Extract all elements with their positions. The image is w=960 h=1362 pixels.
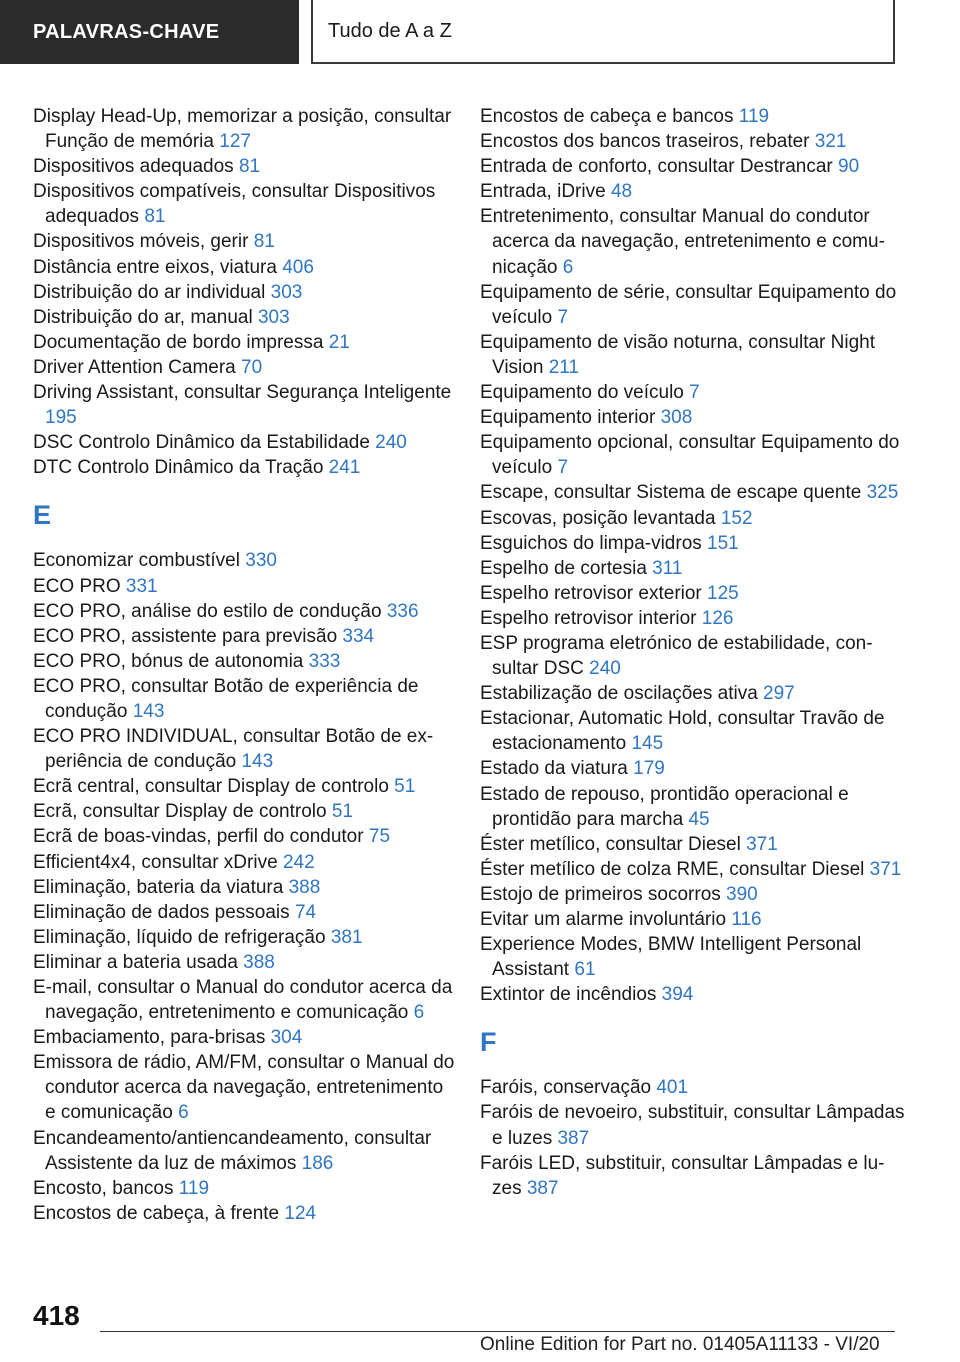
index-entry (33, 330, 458, 355)
index-entry-term: Eliminação de dados pessoais (33, 901, 290, 923)
index-entry-term: Entretenimento, consultar Manual do condutor acerca da navegação, entretenimento e comunicação (480, 206, 885, 278)
page-reference-link[interactable]: 126 (701, 607, 734, 629)
page-reference-link[interactable]: 179 (633, 758, 665, 780)
index-entry (480, 1100, 905, 1150)
index-entry-term: DSC Controlo Dinâmico da Estabilidade (33, 432, 370, 454)
page-reference-link[interactable]: 61 (574, 959, 596, 981)
page-reference-link[interactable]: 186 (301, 1152, 334, 1174)
index-entry-term: Documentação de bordo impressa (33, 331, 324, 353)
index-entry (33, 875, 458, 900)
index-entry (480, 556, 905, 581)
index-entry-term: Experience Modes, BMW Intelligent Personal Assistant (480, 934, 862, 981)
index-entry-term: Estacionar, Automatic Hold, consultar Travão de estacionamento (480, 708, 885, 755)
index-entry-term: Entrada, iDrive (480, 181, 606, 203)
index-entry (33, 824, 458, 849)
index-entry (33, 154, 458, 179)
page-reference-link[interactable]: 387 (526, 1177, 559, 1199)
footer-divider (100, 1331, 895, 1332)
index-entry-term: Equipamento interior (480, 407, 656, 429)
index-entry-term: ESP programa eletrónico de estabilidade, consultar DSC (480, 632, 873, 680)
index-entry (33, 574, 458, 599)
page-reference-link[interactable]: 81 (144, 206, 166, 228)
index-letter-heading: E (33, 500, 52, 531)
index-entry (480, 430, 905, 480)
index-entry (480, 932, 905, 982)
page-reference-link[interactable]: 48 (610, 181, 633, 203)
index-entry (480, 706, 905, 756)
index-entry-term: Faróis LED, substituir, consultar Lâmpadas e luzes (480, 1152, 885, 1199)
index-entry (480, 154, 905, 179)
page-reference-link[interactable]: 241 (328, 457, 361, 479)
page-reference-link[interactable]: 371 (869, 858, 902, 880)
index-column-right (480, 104, 905, 1201)
index-entry-term: Encostos de cabeça, à frente (33, 1202, 280, 1224)
index-entry-term: Ecrã, consultar Display de controlo (33, 801, 327, 823)
index-entry (480, 405, 905, 430)
index-entry (33, 975, 458, 1025)
page-reference-link[interactable]: 81 (253, 231, 275, 253)
index-entry-term: Equipamento de série, consultar Equipamento do veículo (480, 281, 897, 328)
page-reference-link[interactable]: 388 (243, 951, 275, 973)
index-entry-term: Embaciamento, para-brisas (33, 1027, 266, 1049)
page-reference-link[interactable]: 6 (413, 1002, 425, 1024)
index-entry (480, 631, 905, 681)
page-reference-link[interactable]: 7 (689, 382, 700, 404)
index-entry-term: Faróis, conservação (480, 1077, 652, 1099)
page-reference-link[interactable]: 240 (375, 432, 407, 454)
index-entry-term: ECO PRO (33, 575, 121, 597)
index-entry (480, 104, 905, 129)
page-reference-link[interactable]: 401 (656, 1077, 689, 1099)
index-entry-term: Economizar combustível (33, 550, 240, 572)
page-reference-link[interactable]: 371 (746, 833, 778, 855)
index-entry-term: ECO PRO, consultar Botão de experiência de condução (33, 675, 419, 722)
index-entry-term: Esguichos do limpa-vidros (480, 532, 702, 554)
page-reference-link[interactable]: 143 (132, 700, 165, 722)
index-entry (480, 982, 905, 1007)
index-entry-term: Espelho retrovisor exterior (480, 582, 702, 604)
index-entry-term: Escovas, posição levantada (480, 507, 716, 529)
index-entry (480, 832, 905, 857)
index-entry-term: Dispositivos compatíveis, consultar Dispositivos adequados (33, 181, 436, 228)
index-entry-term: Eliminação, bateria da viatura (33, 876, 284, 898)
index-entry (480, 756, 905, 781)
page-reference-link[interactable]: 388 (288, 876, 321, 898)
index-entry-term: Éster metílico, consultar Diesel (480, 833, 741, 855)
index-entry-term: Equipamento opcional, consultar Equipamento do veículo (480, 432, 900, 479)
index-entry-term: Estado da viatura (480, 758, 628, 780)
index-entry (33, 355, 458, 380)
page-reference-link[interactable]: 321 (814, 131, 847, 153)
index-entry-term: DTC Controlo Dinâmico da Tração (33, 457, 324, 479)
index-entry (33, 255, 458, 280)
index-entry-term: Evitar um alarme involuntário (480, 909, 727, 930)
page-reference-link[interactable]: 303 (257, 306, 290, 328)
page-reference-link[interactable]: 330 (245, 550, 277, 572)
index-entry-term: Espelho de cortesia (480, 557, 647, 579)
page-reference-link[interactable]: 90 (838, 156, 860, 178)
index-entry (33, 1201, 458, 1226)
index-entry (480, 882, 905, 907)
index-entry-term: Estado de repouso, prontidão operacional e prontidão para marcha (480, 783, 849, 830)
index-entry-term: ECO PRO INDIVIDUAL, consultar Botão de experiência de condução (33, 726, 434, 773)
index-entry (33, 724, 458, 774)
index-entry-term: Equipamento de visão noturna, consultar Night Vision (480, 331, 876, 378)
page-reference-link[interactable]: 119 (738, 106, 770, 127)
chapter-tab[interactable]: Tudo de A a Z (311, 0, 895, 64)
index-entry (33, 1176, 458, 1201)
page-reference-link[interactable]: 21 (328, 331, 350, 353)
page-reference-link[interactable]: 145 (631, 733, 664, 755)
page-reference-link[interactable]: 334 (342, 625, 375, 647)
index-entry (33, 774, 458, 799)
index-entry (33, 900, 458, 925)
index-entry-term: Ecrã de boas-vindas, perfil do condutor (33, 826, 364, 848)
index-entry-term: Eliminar a bateria usada (33, 951, 238, 973)
index-entry (33, 950, 458, 975)
page-number: 418 (33, 1300, 80, 1331)
page-reference-link[interactable]: 124 (284, 1202, 317, 1224)
page-reference-link[interactable]: 195 (45, 407, 77, 429)
index-entry-term: Encostos de cabeça e bancos (480, 106, 734, 127)
page-reference-link[interactable]: 151 (707, 532, 739, 554)
page-reference-link[interactable]: 242 (282, 851, 315, 873)
index-entry-term: Distância entre eixos, viatura (33, 256, 277, 278)
page-reference-link[interactable]: 211 (548, 356, 579, 378)
page-reference-link[interactable]: 325 (866, 482, 899, 504)
page-reference-link[interactable]: 74 (294, 901, 317, 923)
index-entry (480, 204, 905, 279)
page-reference-link[interactable]: 81 (238, 156, 261, 178)
page-reference-link[interactable]: 240 (589, 658, 621, 680)
page-reference-link[interactable]: 394 (661, 984, 694, 1006)
index-entry-term: Extintor de incêndios (480, 984, 657, 1006)
section-tab[interactable]: PALAVRAS-CHAVE (0, 0, 299, 64)
page-reference-link[interactable]: 6 (178, 1102, 189, 1124)
index-entry (480, 581, 905, 606)
page-reference-link[interactable]: 297 (763, 683, 795, 705)
index-entry (33, 104, 458, 154)
page-reference-link[interactable]: 303 (270, 281, 303, 303)
page-reference-link[interactable]: 406 (282, 256, 314, 278)
page-reference-link[interactable]: 70 (241, 356, 263, 378)
index-entry (33, 850, 458, 875)
page-reference-link[interactable]: 7 (557, 306, 569, 328)
index-entry-term: Encandeamento/antiencandeamento, consultar Assistente da luz de máximos (33, 1127, 432, 1174)
index-entry (480, 380, 905, 405)
index-entry (33, 674, 458, 724)
index-entry (480, 179, 905, 204)
index-entry-term: Distribuição do ar, manual (33, 306, 253, 328)
page-reference-link[interactable]: 331 (125, 575, 158, 597)
index-entry-term: E-mail, consultar o Manual do condutor acerca da navegação, entretenimento e comunicação (33, 977, 453, 1024)
index-entry-term: Faróis de nevoeiro, substituir, consultar Lâmpadas e luzes (480, 1102, 905, 1149)
index-entry (33, 548, 458, 573)
index-entry (33, 305, 458, 330)
page-reference-link[interactable]: 125 (707, 582, 739, 604)
index-entry-term: Estabilização de oscilações ativa (480, 683, 758, 705)
index-entry (33, 280, 458, 305)
index-entry (480, 506, 905, 531)
index-entry-term: Encosto, bancos (33, 1177, 174, 1199)
index-entry (33, 1025, 458, 1050)
page-reference-link[interactable]: 390 (726, 883, 758, 905)
index-entry-term: Equipamento do veículo (480, 382, 684, 404)
index-entry-term: Ecrã central, consultar Display de controlo (33, 776, 389, 798)
index-entry-term: Emissora de rádio, AM/FM, consultar o Manual do condutor acerca da navegação, entretenimento e comunicação (33, 1052, 455, 1124)
index-entry-term: Estojo de primeiros socorros (480, 883, 721, 905)
index-entry-term: Driving Assistant, consultar Segurança Inteligente (33, 382, 452, 404)
index-entry (33, 1050, 458, 1125)
index-entry-term: Encostos dos bancos traseiros, rebater (480, 131, 810, 153)
index-entry (33, 455, 458, 480)
page-reference-link[interactable]: 304 (270, 1027, 303, 1049)
index-entry (33, 229, 458, 254)
index-entry-term: Dispositivos adequados (33, 156, 234, 178)
index-entry (33, 179, 458, 229)
index-column-left (33, 104, 458, 1226)
index-entry-term: Espelho retrovisor interior (480, 607, 697, 629)
page-reference-link[interactable]: 119 (178, 1177, 210, 1199)
page-reference-link[interactable]: 381 (330, 926, 363, 948)
index-entry-term: Escape, consultar Sistema de escape quente (480, 482, 862, 504)
page-reference-link[interactable]: 127 (219, 131, 251, 153)
index-entry (480, 531, 905, 556)
index-entry (33, 380, 458, 430)
page-reference-link[interactable]: 75 (368, 826, 391, 848)
index-entry (33, 624, 458, 649)
page-reference-link[interactable]: 51 (394, 776, 416, 798)
index-entry (480, 1075, 905, 1100)
page-reference-link[interactable]: 387 (557, 1127, 590, 1149)
index-entry (480, 681, 905, 706)
index-entry (480, 1151, 905, 1201)
index-letter-heading: F (480, 1027, 497, 1058)
page-reference-link[interactable]: 116 (731, 909, 762, 930)
index-entry (480, 857, 905, 882)
page-reference-link[interactable]: 7 (557, 457, 569, 479)
page-reference-link[interactable]: 333 (308, 650, 341, 672)
index-entry (480, 782, 905, 832)
index-entry-term: ECO PRO, assistente para previsão (33, 625, 338, 647)
page-reference-link[interactable]: 311 (652, 557, 683, 579)
page-reference-link[interactable]: 45 (688, 808, 710, 830)
index-entry (33, 799, 458, 824)
page-reference-link[interactable]: 336 (386, 600, 419, 622)
index-entry (33, 925, 458, 950)
index-entry-term: Dispositivos móveis, gerir (33, 231, 249, 253)
index-entry-term: Driver Attention Camera (33, 356, 236, 378)
index-entry (33, 599, 458, 624)
index-entry (33, 430, 458, 455)
index-entry (480, 280, 905, 330)
page-reference-link[interactable]: 143 (241, 751, 274, 773)
index-entry-term: Entrada de conforto, consultar Destrancar (480, 156, 833, 178)
index-entry (480, 330, 905, 380)
index-entry (33, 1126, 458, 1176)
index-entry-term: Eliminação, líquido de refrigeração (33, 926, 326, 948)
index-entry-term: Distribuição do ar individual (33, 281, 266, 303)
index-entry (480, 480, 905, 505)
page-reference-link[interactable]: 51 (331, 801, 354, 823)
edition-note: Online Edition for Part no. 01405A11133 - VI/20 (480, 1334, 880, 1355)
index-entry (480, 907, 905, 932)
index-entry-term: Efficient4x4, consultar xDrive (33, 851, 278, 873)
index-entry (480, 129, 905, 154)
index-entry-term: Éster metílico de colza RME, consultar Diesel (480, 858, 865, 880)
index-entry-term: ECO PRO, bónus de autonomia (33, 650, 304, 672)
index-entry-term: Display Head-Up, memorizar a posição, consultar Função de memória (33, 106, 452, 153)
index-entry-term: ECO PRO, análise do estilo de condução (33, 600, 382, 622)
page-reference-link[interactable]: 6 (562, 256, 574, 278)
index-entry (33, 649, 458, 674)
page-reference-link[interactable]: 308 (660, 407, 693, 429)
index-entry (480, 606, 905, 631)
page-reference-link[interactable]: 152 (720, 507, 753, 529)
